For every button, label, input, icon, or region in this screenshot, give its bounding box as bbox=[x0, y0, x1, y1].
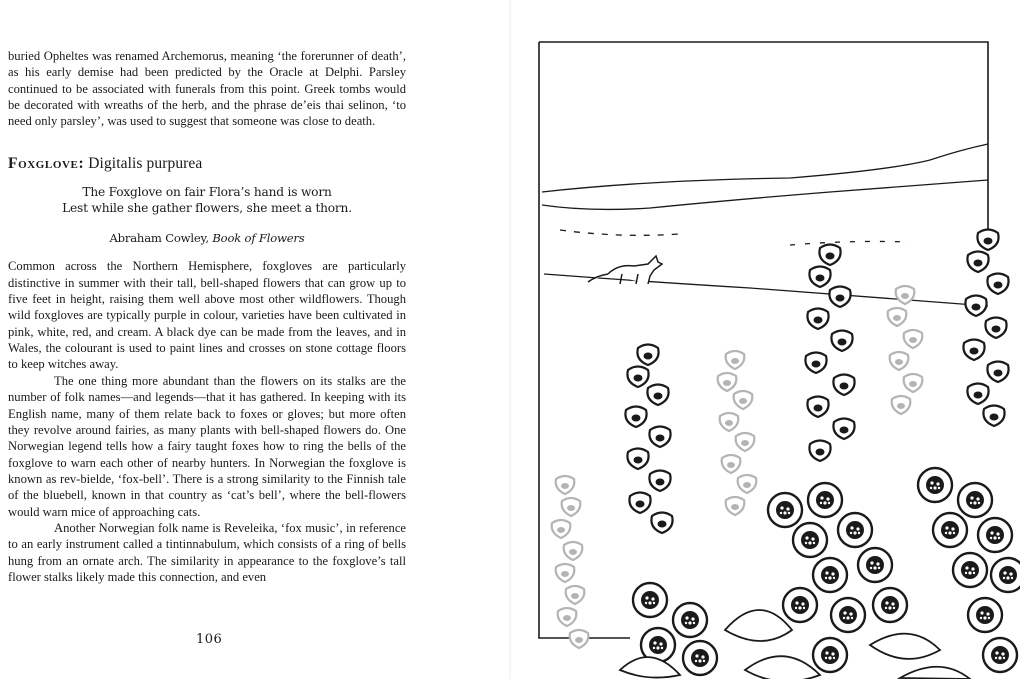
landscape-lines bbox=[542, 144, 988, 306]
heading-latin: Digitalis purpurea bbox=[88, 154, 203, 172]
background-foxgloves bbox=[552, 286, 923, 648]
body-paragraph-2: The one thing more abundant than the flowers on its stalks are the number of folk names—and legends—that it has gathered. In keeping with its English name, many of them relate back to foxes or gloves; but more often they revolve around fairies, as many plants with bell-shaped flowers do. One Norwegian legend tells how a fairy taught foxes how to ring the bells of the foxglove to warn each other of nearby hunters. In Norwegian the foxglove is known as rev-bielde, ‘fox-bell’. There is a strong similarity to the Finnish tale of the bluebell, known in that country as ‘cat’s bell’, where the bell-flowers would warn mice of approaching cats. bbox=[8, 373, 406, 519]
body-paragraph-1: Common across the Northern Hemisphere, foxgloves are particularly distinctive in summer with their tall, bell-shaped flowers that can grow up to five feet in height, raising them well above most other wildflowers. Though wild foxgloves are typically purple in colour, varieties have been cultivated in pink, white, red, and cream. A black dye can be made from the leaves, and in Wales, the colourant is used to paint lines and crosses on stone cottage floors to keep witches away. bbox=[8, 259, 406, 372]
foxglove-illustration bbox=[530, 30, 1020, 679]
book-gutter bbox=[508, 0, 512, 679]
body-paragraph-3: Another Norwegian folk name is Reveleika, ‘fox music’, in reference to an early instrument called a tintinnabulum, which consists of a ring of bells hung from an ornate arch. The similarity in appearance to the foxglove’s tall flower stalks likely made this connection, and even bbox=[8, 520, 406, 584]
attribution-work: Book of Flowers bbox=[212, 231, 305, 246]
heading-name: Foxglove: bbox=[8, 154, 85, 172]
verse-line-2: Lest while she gather flowers, she meet a thorn. bbox=[62, 201, 352, 216]
intro-paragraph: buried Opheltes was renamed Archemorus, meaning ‘the forerunner of death’, as his early demise had been predicted by the Oracle at Delphi. Parsley continued to be associated with funerals from this point. Greek tombs would be decorated with wreaths of the herb, and the phrase de’eis thai selinon, ‘to need only parsley’, was used to suggest that someone was close to death. bbox=[8, 49, 406, 129]
epigraph-attribution bbox=[8, 230, 406, 246]
left-page-text bbox=[8, 48, 406, 585]
epigraph-verse bbox=[8, 184, 406, 216]
section-heading bbox=[8, 156, 406, 172]
attribution-author: Abraham Cowley, bbox=[109, 231, 209, 246]
verse-line-1: The Foxglove on fair Flora’s hand is worn bbox=[82, 185, 332, 200]
foxglove-blooms bbox=[633, 468, 1020, 675]
page-number: 106 bbox=[196, 632, 223, 647]
